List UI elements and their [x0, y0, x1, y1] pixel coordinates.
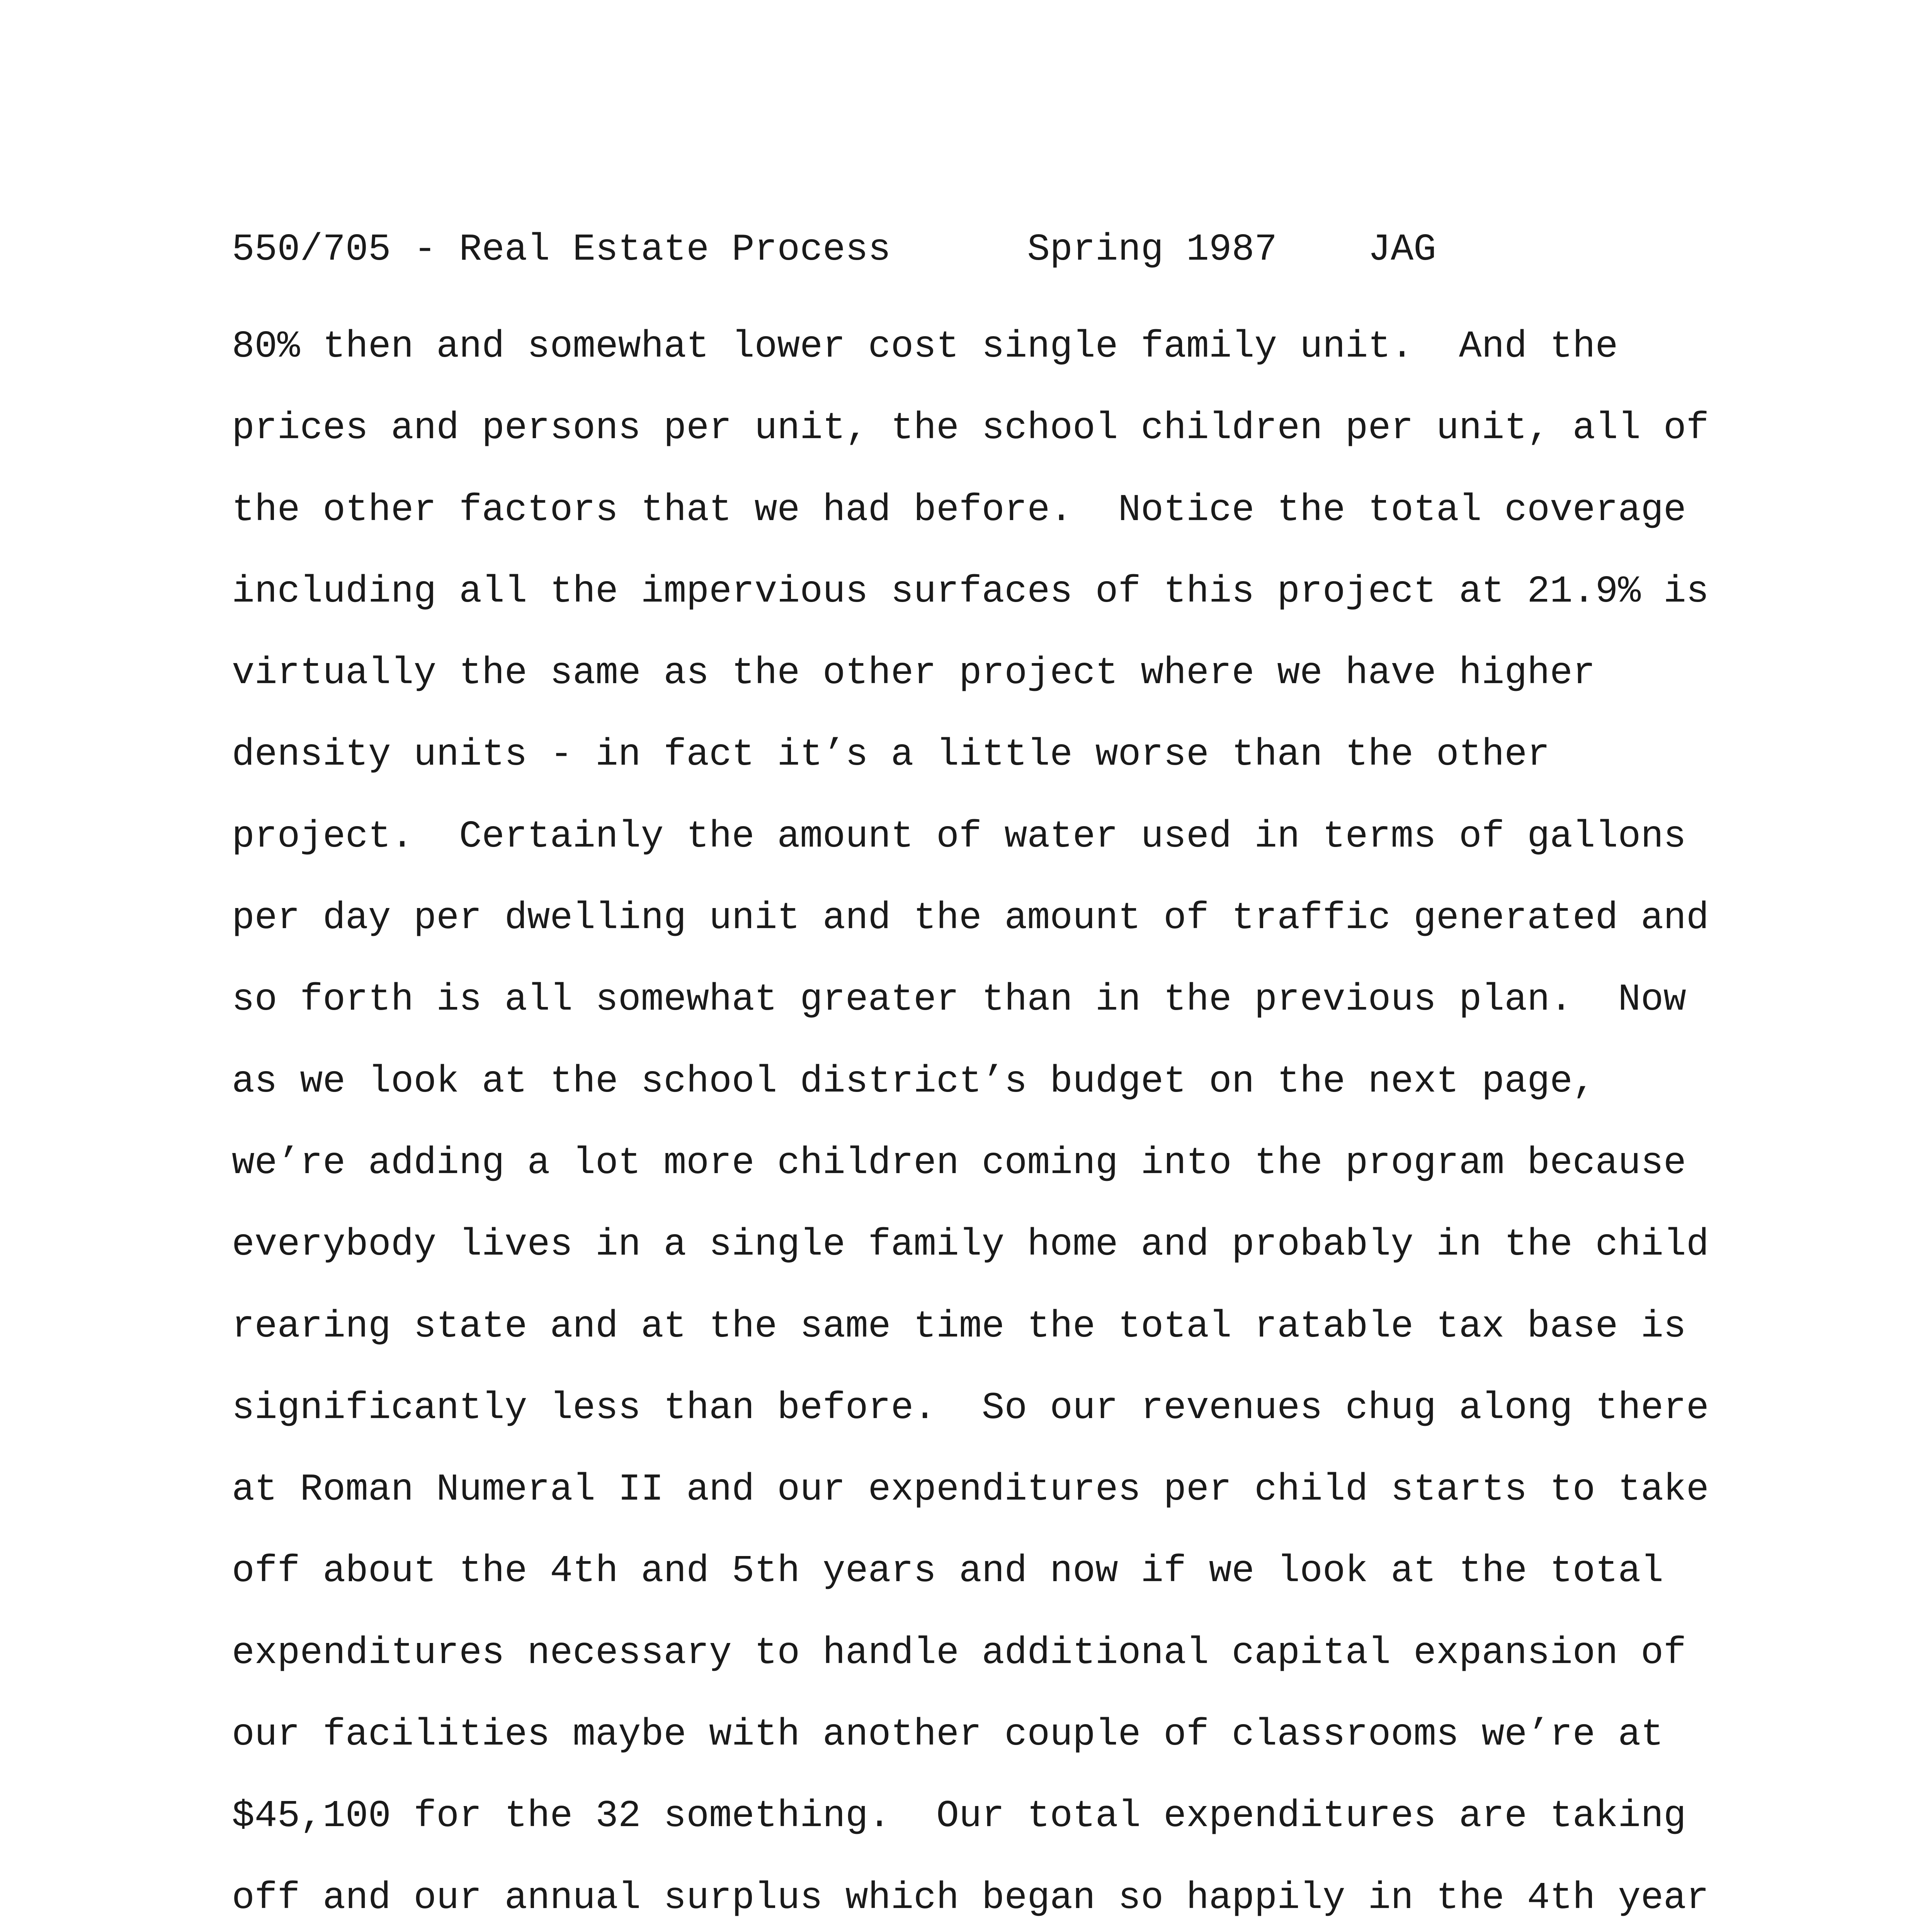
- text-line: everybody lives in a single family home and probably in the child: [232, 1223, 1709, 1267]
- text-line: we’re adding a lot more children coming into the program because: [232, 1141, 1686, 1185]
- text-line: per day per dwelling unit and the amount of traffic generated and: [232, 897, 1709, 940]
- text-line: our facilities maybe with another couple of classrooms we’re at: [232, 1713, 1664, 1757]
- text-line: 80% then and somewhat lower cost single family unit. And the: [232, 325, 1618, 368]
- text-line: density units - in fact it’s a little worse than the other: [232, 733, 1550, 777]
- text-line: off about the 4th and 5th years and now if we look at the total: [232, 1550, 1664, 1593]
- text-line: expenditures necessary to handle additional capital expansion of: [232, 1631, 1686, 1675]
- text-line: $45,100 for the 32 something. Our total expenditures are taking: [232, 1795, 1686, 1838]
- text-line: rearing state and at the same time the total ratable tax base is: [232, 1305, 1686, 1348]
- text-line: so forth is all somewhat greater than in the previous plan. Now: [232, 978, 1686, 1022]
- text-line: significantly less than before. So our revenues chug along there: [232, 1386, 1709, 1430]
- text-line: at Roman Numeral II and our expenditures per child starts to take: [232, 1468, 1709, 1512]
- text-line: as we look at the school district’s budget on the next page,: [232, 1060, 1595, 1103]
- body-text: [232, 306, 1816, 1932]
- page-header: 550/705 - Real Estate Process Spring 1987 JAG: [232, 228, 1436, 271]
- text-line: virtually the same as the other project where we have higher: [232, 652, 1595, 695]
- text-line: the other factors that we had before. Notice the total coverage: [232, 488, 1686, 532]
- text-line: off and our annual surplus which began so happily in the 4th year: [232, 1876, 1709, 1920]
- text-line: including all the impervious surfaces of this project at 21.9% is: [232, 570, 1709, 613]
- text-line: prices and persons per unit, the school children per unit, all of: [232, 407, 1709, 450]
- text-line: project. Certainly the amount of water used in terms of gallons: [232, 815, 1686, 858]
